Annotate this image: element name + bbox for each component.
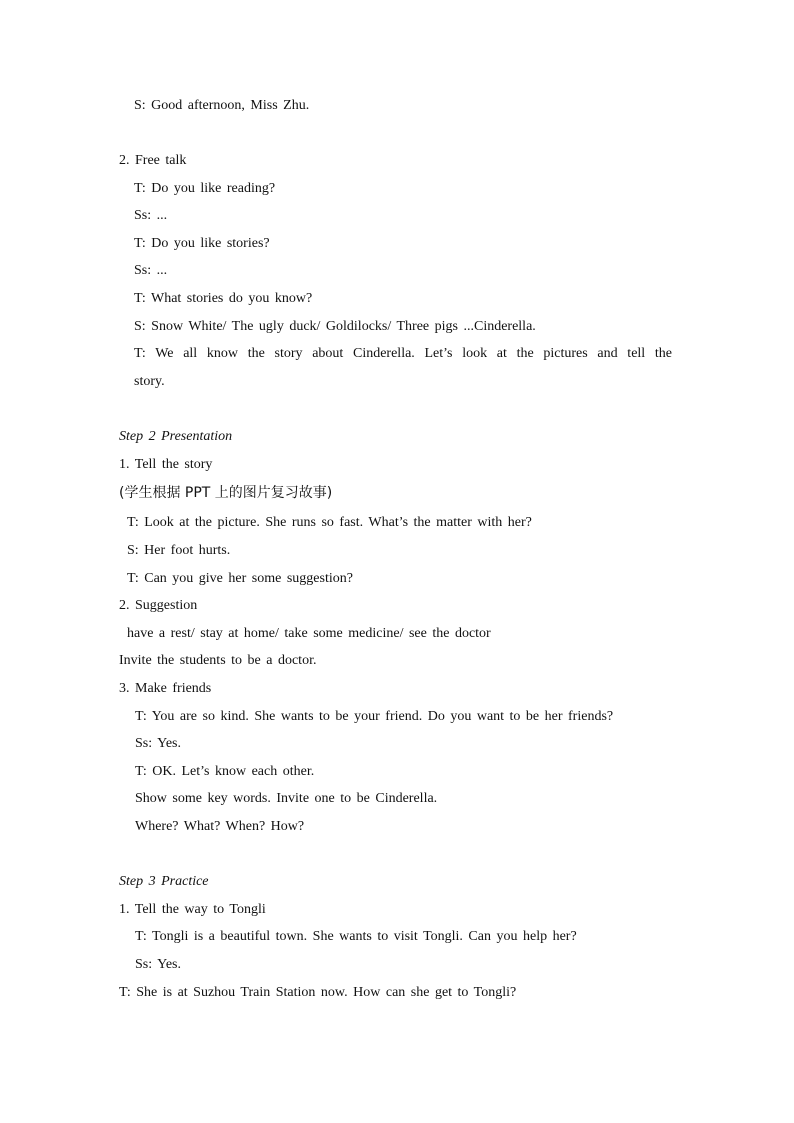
dialogue-line: Ss: Yes. — [135, 736, 181, 751]
dialogue-line: T: Look at the picture. She runs so fast. What’s the matter with her? — [127, 515, 532, 530]
dialogue-line: T: She is at Suzhou Train Station now. How can she get to Tongli? — [119, 985, 517, 1000]
dialogue-line: Where? What? When? How? — [135, 819, 305, 834]
dialogue-line: Ss: Yes. — [135, 957, 181, 972]
dialogue-line: T: We all know the story about Cinderella. Let’s look at the pictures and tell the — [134, 346, 672, 361]
invite-line: Invite the students to be a doctor. — [119, 653, 317, 668]
dialogue-line: Show some key words. Invite one to be Cinderella. — [135, 791, 438, 806]
dialogue-line: S: Snow White/ The ugly duck/ Goldilocks/ Three pigs ...Cinderella. — [134, 319, 536, 334]
greeting-line: S: Good afternoon, Miss Zhu. — [134, 98, 310, 113]
dialogue-line: S: Her foot hurts. — [127, 543, 231, 558]
dialogue-line: T: Tongli is a beautiful town. She wants to visit Tongli. Can you help her? — [135, 929, 577, 944]
step2-item1-title: 1. Tell the story — [119, 457, 213, 472]
dialogue-line: T: What stories do you know? — [134, 291, 313, 306]
dialogue-line: T: OK. Let’s know each other. — [135, 764, 315, 779]
dialogue-line: T: Do you like reading? — [134, 181, 276, 196]
dialogue-line: T: Do you like stories? — [134, 236, 270, 251]
dialogue-line: story. — [134, 374, 165, 389]
step3-item1-title: 1. Tell the way to Tongli — [119, 902, 266, 917]
chinese-note: (学生根据 PPT 上的图片复习故事) — [119, 485, 333, 501]
dialogue-line: T: Can you give her some suggestion? — [127, 571, 353, 586]
step3-heading: Step 3 Practice — [119, 874, 209, 889]
step2-item2-title: 2. Suggestion — [119, 598, 198, 613]
step2-heading: Step 2 Presentation — [119, 429, 233, 444]
step2-item3-title: 3. Make friends — [119, 681, 212, 696]
dialogue-line: Ss: ... — [134, 208, 168, 223]
dialogue-line: Ss: ... — [134, 263, 168, 278]
free-talk-heading: 2. Free talk — [119, 153, 187, 168]
suggestions-line: have a rest/ stay at home/ take some medicine/ see the doctor — [127, 626, 491, 641]
dialogue-line: T: You are so kind. She wants to be your friend. Do you want to be her friends? — [135, 709, 614, 724]
